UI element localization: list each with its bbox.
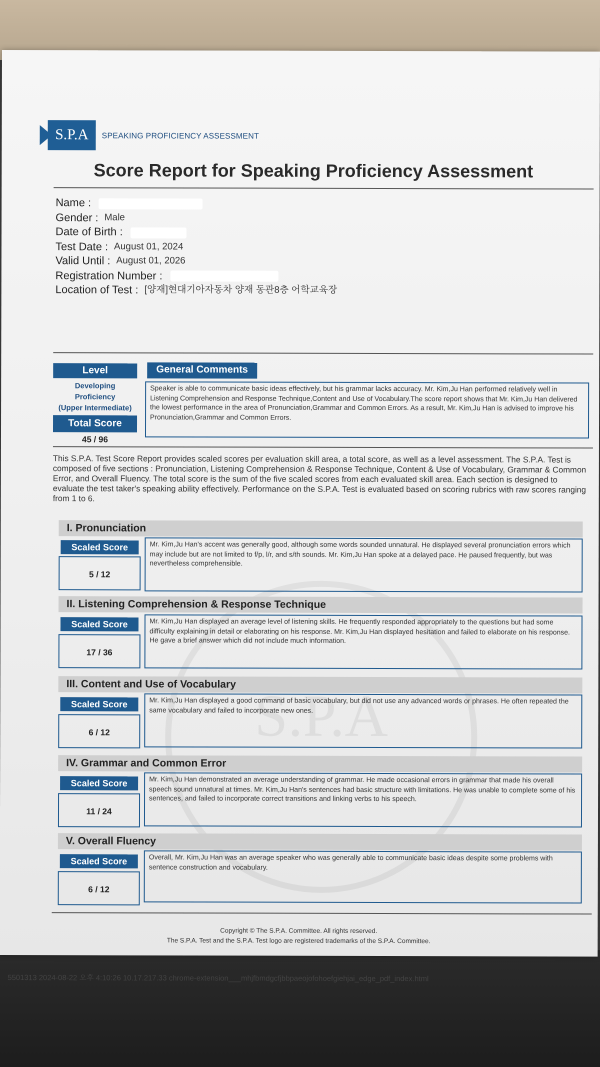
total-score-label: Total Score xyxy=(53,415,137,432)
location-value: [양재]현대기아자동차 양재 동관8층 어학교육장 xyxy=(144,284,338,296)
candidate-info xyxy=(55,196,337,298)
section-grammar-comment: Mr. Kim,Ju Han demonstrated an average understanding of grammar. He made occasional errors in grammar that made his overall speech sound unnatural at times. Mr. Kim,Ju Han's sentences had basic structure with limitations. He was unable to complete some of his sentences, and failed to incorporate correct transitions and linking verbs to his speech. xyxy=(144,772,582,827)
name-row xyxy=(56,196,338,211)
section-listening-header: II. Listening Comprehension & Response Technique xyxy=(59,596,583,613)
gender-label: Gender : xyxy=(55,211,99,224)
section-fluency-header: V. Overall Fluency xyxy=(58,833,582,850)
spa-logo xyxy=(48,120,259,151)
info-divider xyxy=(53,352,593,354)
level-value-line1: Developing xyxy=(74,381,116,391)
trademark-line: The S.P.A. Test and the S.P.A. Test logo are registered trademarks of the S.P.A. Committee. xyxy=(166,937,431,946)
report-intro: This S.P.A. Test Score Report provides scaled scores per evaluation skill area, a total score, as well as a level assessment. The S.P.A. Test is composed of five sections : Pronunciation, Listening Comprehension & Response Technique, Content & Use of Vocabulary, Grammar & Common Error, and Overall Fluency. The total score is the sum of the five scaled scores from each evaluated skill area. Each section is designed to evaluate the test taker's speaking ability effectively. Performance on the S.P.A. Test is evaluated based on scoring rubrics with raw scores ranging from 1 to 6. xyxy=(52,453,587,504)
location-label: Location of Test : xyxy=(55,284,139,297)
copyright-line: Copyright © The S.P.A. Committee. All rights reserved. xyxy=(220,927,378,935)
section-fluency-score: 6 / 12 xyxy=(58,871,140,905)
registration-redaction xyxy=(170,271,278,282)
test-date-row xyxy=(55,240,337,255)
section-vocabulary-header: III. Content and Use of Vocabulary xyxy=(58,676,582,693)
name-label: Name : xyxy=(55,197,92,210)
dob-label: Date of Birth : xyxy=(55,226,123,239)
dob-row xyxy=(56,225,338,240)
level-value-line3: (Upper Intermediate) xyxy=(58,403,132,413)
section-vocabulary-score: 6 / 12 xyxy=(58,714,140,748)
section-listening-scaled-label: Scaled Score xyxy=(60,617,138,631)
section-fluency-comment: Overall, Mr. Kim,Ju Han was an average speaker who was generally able to communicate basic ideas despite some problems with sentence construction and vocabulary. xyxy=(144,850,582,903)
title-divider xyxy=(54,187,594,189)
section-listening-comment: Mr. Kim,Ju Han displayed an average level of listening skills. He frequently responded appropriately to the questions but had some difficulty explaining in detail or elaborating on his response. Mr. Kim,Ju Han displayed hesitation and failed to elaborate on his response. He gave a brief answer which did not include much information. xyxy=(144,614,582,669)
gender-row xyxy=(56,211,338,226)
section-grammar-score: 11 / 24 xyxy=(58,793,140,827)
registration-label: Registration Number : xyxy=(55,269,163,282)
dob-redaction xyxy=(131,227,187,238)
section-grammar-scaled-label: Scaled Score xyxy=(60,776,138,790)
floor-background xyxy=(0,950,600,1067)
comments-divider xyxy=(53,446,593,448)
location-row xyxy=(55,283,337,298)
level-value-line2: Proficiency xyxy=(74,392,116,402)
section-vocabulary-scaled-label: Scaled Score xyxy=(60,697,138,711)
general-comments-text: Speaker is able to communicate basic ideas effectively, but his grammar lacks accuracy. Mr. Kim,Ju Han performed relatively well in Listening Comprehension and Response Technique,Content and Use of Vocabulary.The score report shows that Mr. Kim,Ju Han delivered the lowest performance in the area of Pronunciation,Grammar and Common Errors. As a result, Mr. Kim,Ju Han is advised to improve his Pronunciation,Grammar and Common Errors. xyxy=(145,381,589,438)
total-score-value: 45 / 96 xyxy=(81,434,108,445)
section-pronunciation-comment: Mr. Kim,Ju Han's accent was generally good, although some words sounded unnatural. He displayed several pronunciation errors which may include but are not limited to f/p, l/r, and s/th sounds. Mr. Kim,Ju Han spoke at a delayed pace. He paused frequently, but was nevertheless comprehensible. xyxy=(145,537,583,592)
section-pronunciation-header: I. Pronunciation xyxy=(59,520,583,537)
print-metadata-line: 5501313 2024-08-22 오후 4:10:26 10.17.217.33 chrome-extension___mhjfbmdgcfjbbpaeojofohoefgiehjai_edge_pdf_index.html xyxy=(7,973,429,984)
test-date-label: Test Date : xyxy=(55,240,109,253)
valid-until-label: Valid Until : xyxy=(55,255,111,268)
level-panel xyxy=(53,363,137,445)
footer-divider xyxy=(52,912,592,914)
level-label: Level xyxy=(53,363,137,378)
section-pronunciation-score: 5 / 12 xyxy=(59,556,141,590)
section-pronunciation-scaled-label: Scaled Score xyxy=(61,540,139,554)
page-title: Score Report for Speaking Proficiency Assessment xyxy=(93,160,534,182)
section-grammar-header: IV. Grammar and Common Error xyxy=(58,755,582,772)
logo-mark: S.P.A xyxy=(48,120,96,150)
section-fluency-scaled-label: Scaled Score xyxy=(60,854,138,868)
gender-value: Male xyxy=(104,211,125,223)
valid-until-value: August 01, 2026 xyxy=(116,255,186,267)
registration-row xyxy=(55,269,337,284)
section-vocabulary-comment: Mr. Kim,Ju Han displayed a good command of basic vocabulary, but did not use any advanced words or phrases. He often repeated the same vocabulary and failed to incorporate new ones. xyxy=(144,693,582,748)
section-listening-score: 17 / 36 xyxy=(58,634,140,668)
general-comments-label: General Comments xyxy=(147,362,257,378)
name-redaction xyxy=(99,198,203,209)
score-report-page xyxy=(0,50,600,984)
logo-text: SPEAKING PROFICIENCY ASSESSMENT xyxy=(101,130,260,141)
valid-until-row xyxy=(55,254,337,269)
test-date-value: August 01, 2024 xyxy=(114,240,184,252)
